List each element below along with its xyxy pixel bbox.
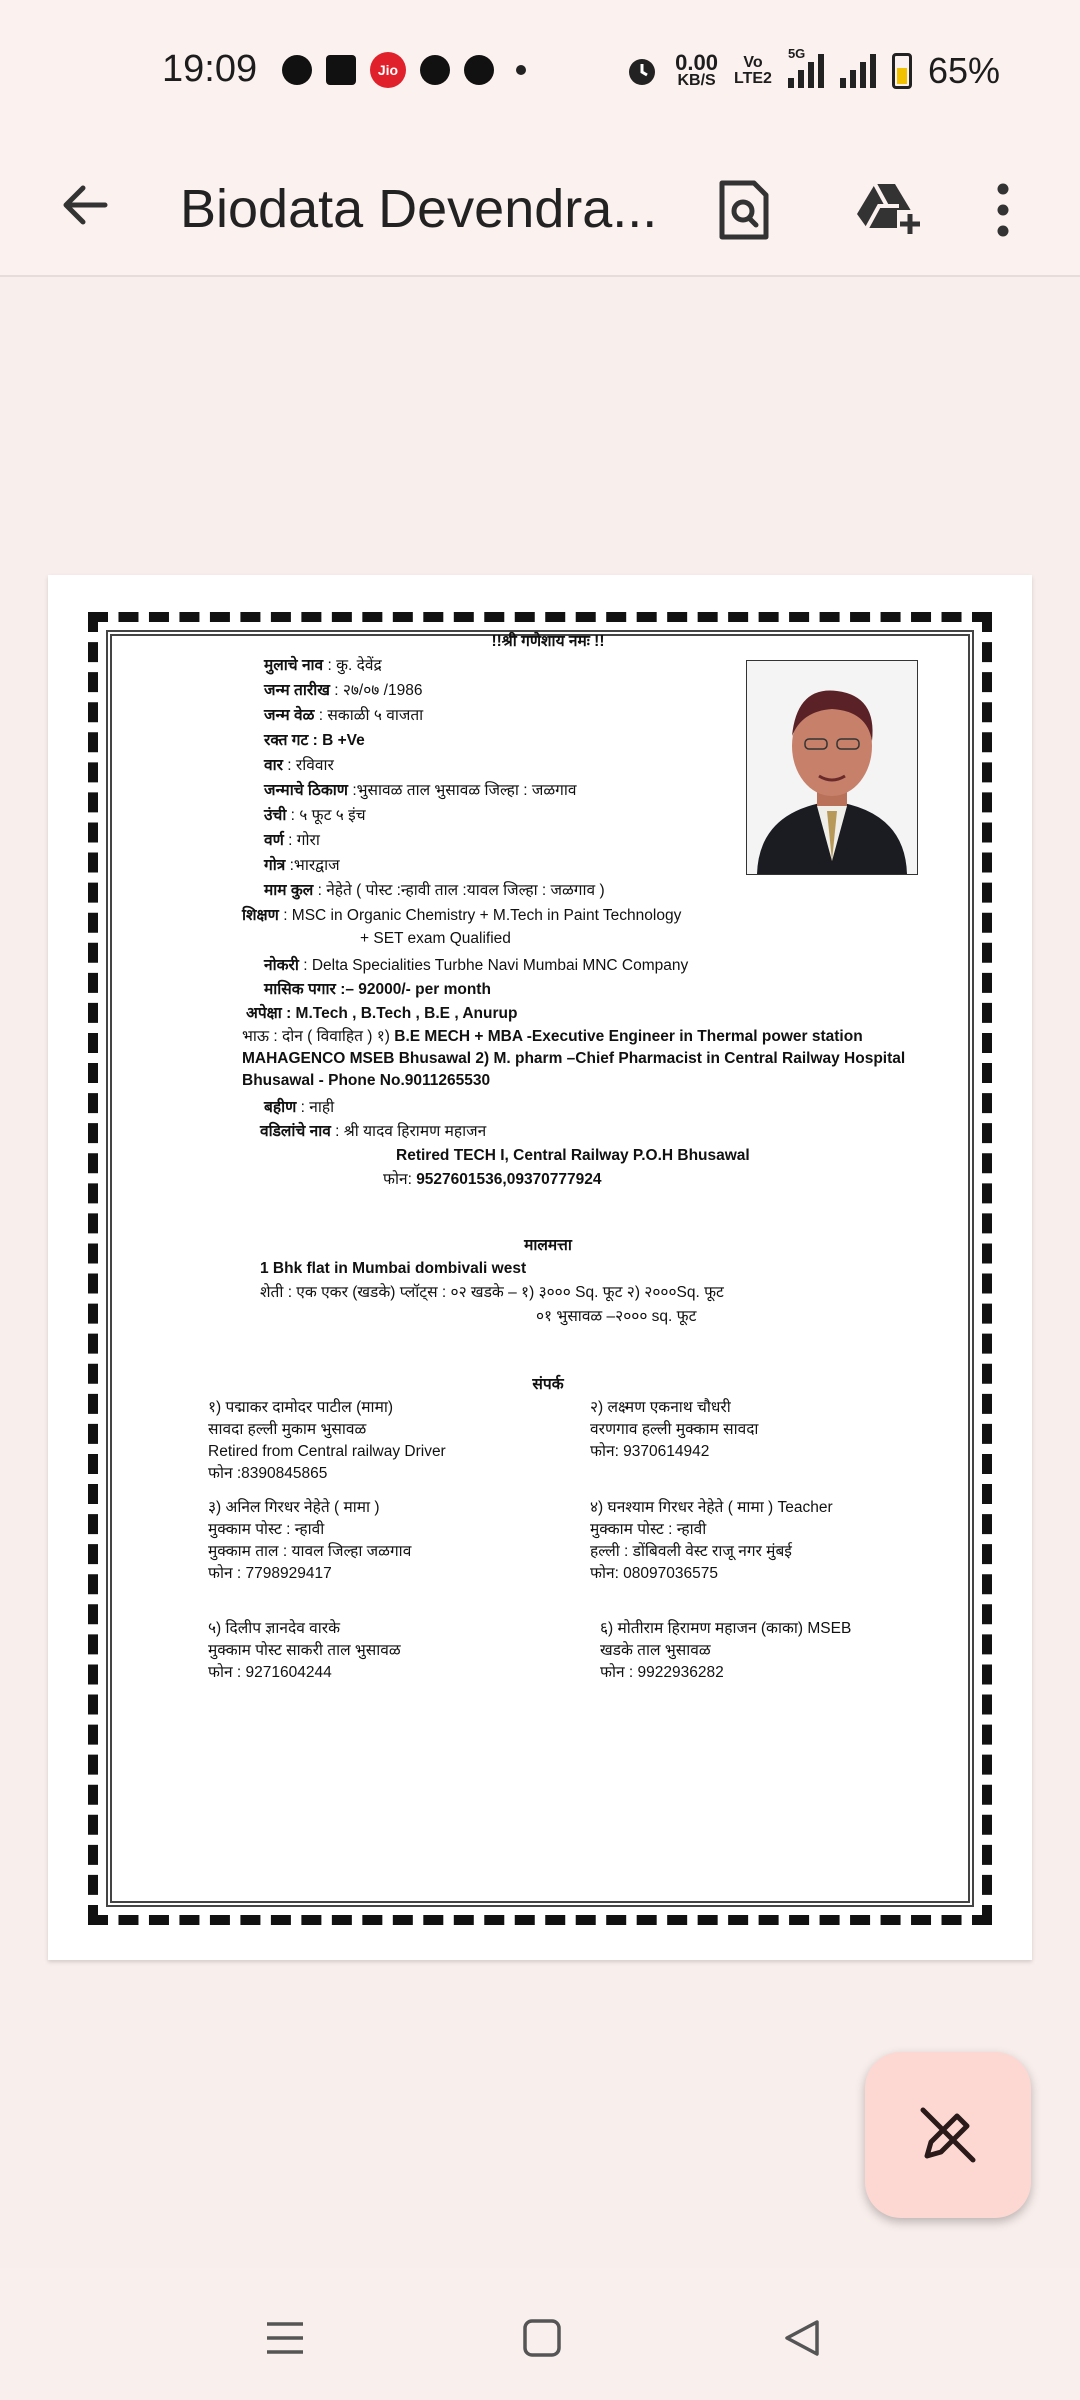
recents-icon (265, 2320, 305, 2356)
property-farm-2: ०१ भुसावळ –२००० sq. फूट (536, 1308, 697, 1325)
contact-line: फोन : 9271604244 (208, 1664, 332, 1681)
contact-card (590, 1397, 990, 1463)
job-label: नोकरी (264, 957, 299, 974)
search-document-button[interactable] (704, 170, 784, 250)
battery-icon (892, 53, 912, 89)
contact-line: वरणगाव हल्ली मुक्काम सावदा (590, 1421, 759, 1438)
status-time: 19:09 (162, 48, 258, 90)
dob-label: जन्म तारीख (264, 682, 330, 699)
lte-label: LTE2 (734, 70, 772, 87)
contact-line: हल्ली : डोंबिवली वेस्ट राजू नगर मुंबई (590, 1543, 792, 1560)
contact-card (208, 1497, 588, 1585)
name-label: मुलाचे नाव (264, 657, 324, 674)
notification-icons (282, 52, 526, 88)
more-vert-icon (996, 183, 1010, 237)
signal-5g-icon (787, 46, 824, 88)
document-search-icon (716, 179, 772, 241)
contact-card (208, 1397, 588, 1485)
mama-kul-value: : नेहेते ( पोस्ट :न्हावी ताल :यावल जिल्हा : जळगाव ) (317, 882, 605, 899)
property-flat: 1 Bhk flat in Mumbai dombivali west (260, 1260, 527, 1277)
contact-line: फोन: 08097036575 (590, 1565, 719, 1582)
doc-heading: !!श्री गणेशाय नमः !! (491, 633, 605, 650)
expectation-value: : M.Tech , B.Tech , B.E , Anurup (286, 1005, 518, 1022)
gotra-label: गोत्र (264, 857, 286, 874)
contact-line: ६) मोतीराम हिरामण महाजन (काका) MSEB (600, 1620, 852, 1637)
sister-value: : नाही (300, 1099, 335, 1116)
contacts-heading: संपर्क (532, 1376, 564, 1393)
contact-card (590, 1497, 990, 1585)
edit-pen-icon (917, 2104, 979, 2166)
mama-kul-label: माम कुल (264, 882, 314, 899)
back-button[interactable] (50, 170, 120, 240)
back-nav-button[interactable] (772, 2308, 832, 2368)
contact-line: ५) दिलीप ज्ञानदेव वारके (208, 1620, 340, 1637)
father-label: वडिलांचे नाव (260, 1123, 331, 1140)
property-heading: मालमत्ता (524, 1237, 572, 1254)
edit-fab-button[interactable] (865, 2052, 1031, 2218)
brother-label: भाऊ : दोन ( विवाहित ) १) (242, 1028, 390, 1045)
system-icons (625, 46, 1000, 92)
net-speed-unit: KB/S (677, 72, 716, 89)
contact-line: Retired from Central railway Driver (208, 1443, 446, 1460)
status-bar (0, 0, 1080, 140)
salary-label: मासिक पगार (264, 981, 336, 998)
father-phone-label: फोन: (383, 1171, 412, 1188)
birth-time-label: जन्म वेळ (264, 707, 315, 724)
father-phone: 9527601536,09370777924 (416, 1171, 602, 1188)
blood-group-value: : B +Ve (312, 732, 365, 749)
net-speed (675, 50, 718, 89)
height-label: उंची (264, 807, 287, 824)
birthplace-value: :भुसावळ ताल भुसावळ जिल्हा : जळगाव (352, 782, 577, 799)
document-page[interactable] (48, 575, 1032, 1960)
education-value-2: + SET exam Qualified (360, 930, 511, 947)
education-label: शिक्षण (242, 907, 279, 924)
network-type: 5G (787, 46, 806, 61)
person-photo-icon (747, 661, 917, 874)
chat-notification-icon (282, 55, 312, 85)
contact-line: मुक्काम पोस्ट : न्हावी (590, 1521, 707, 1538)
expectation-label: अपेक्षा (246, 1005, 282, 1022)
brother-value: B.E MECH + MBA -Executive Engineer in Thermal power station MAHAGENCO MSEB Bhusawal 2) M. pharm –Chief Pharmacist in Central Railway Hospital Bhusawal - Phone No.9011265530 (242, 1028, 906, 1089)
contact-line: फोन: 9370614942 (590, 1443, 710, 1460)
day-label: वार (264, 757, 283, 774)
add-to-drive-button[interactable] (848, 170, 928, 250)
contact-line: सावदा हल्ली मुकाम भुसावळ (208, 1421, 367, 1438)
app-bar (0, 140, 1080, 277)
jio-notification-icon: Jio (370, 52, 406, 88)
contact-line: २) लक्ष्मण एकनाथ चौधरी (590, 1399, 731, 1416)
contact-line: ३) अनिल गिरधर नेहेते ( मामा ) (208, 1499, 380, 1516)
contact-line: फोन :8390845865 (208, 1465, 328, 1482)
contact-line: मुक्काम ताल : यावल जिल्हा जळगाव (208, 1543, 412, 1560)
height-value: : ५ फूट ५ इंच (290, 807, 366, 824)
contact-line: खडके ताल भुसावळ (600, 1642, 711, 1659)
back-triangle-icon (783, 2318, 821, 2358)
profile-photo (746, 660, 918, 875)
drive-add-icon (853, 180, 923, 240)
blood-group-label: रक्त गट (264, 732, 309, 749)
document-title: Biodata Devendra... (180, 179, 658, 239)
signal-icon (840, 54, 876, 88)
contact-line: मुक्काम पोस्ट साकरी ताल भुसावळ (208, 1642, 401, 1659)
more-options-button[interactable] (973, 170, 1033, 250)
father-value: : श्री यादव हिरामण महाजन (335, 1123, 487, 1140)
contact-card (600, 1618, 1000, 1684)
snapchat-notification-icon (464, 55, 494, 85)
more-notifications-icon (516, 65, 526, 75)
arrow-back-icon (59, 179, 111, 231)
whatsapp-notification-icon (420, 55, 450, 85)
school-notification-icon (326, 55, 356, 85)
system-nav-bar (0, 2268, 1080, 2400)
contact-line: मुक्काम पोस्ट : न्हावी (208, 1521, 325, 1538)
contact-line: फोन : 7798929417 (208, 1565, 332, 1582)
birth-time-value: : सकाळी ५ वाजता (318, 707, 424, 724)
gotra-value: :भारद्वाज (289, 857, 340, 874)
battery-percent: 65% (927, 50, 1000, 91)
complexion-label: वर्ण (264, 832, 284, 849)
alarm-icon (625, 54, 659, 88)
complexion-value: : गोरा (288, 832, 320, 849)
volte-icon (734, 55, 772, 87)
sister-label: बहीण (264, 1099, 297, 1116)
contact-line: ४) घनश्याम गिरधर नेहेते ( मामा ) Teacher (590, 1499, 833, 1516)
birthplace-label: जन्माचे ठिकाण (264, 782, 349, 799)
job-value: : Delta Specialities Turbhe Navi Mumbai MNC Company (303, 957, 689, 974)
net-speed-value: 0.00 (675, 50, 718, 75)
contact-line: फोन : 9922936282 (600, 1664, 724, 1681)
property-farm: शेती : एक एकर (खडके) प्लॉट्स : ०२ खडके – १) ३००० Sq. फूट २) २०००Sq. फूट (260, 1284, 724, 1301)
home-button[interactable] (512, 2308, 572, 2368)
contact-card (208, 1618, 588, 1684)
volte-label: Vo (743, 54, 763, 71)
father-job: Retired TECH I, Central Railway P.O.H Bhusawal (396, 1147, 750, 1164)
home-icon (522, 2318, 562, 2358)
recents-button[interactable] (255, 2308, 315, 2368)
education-value: : MSC in Organic Chemistry + M.Tech in Paint Technology (283, 907, 682, 924)
salary-value: :– 92000/- per month (340, 981, 491, 998)
day-value: : रविवार (287, 757, 334, 774)
dob-value: : २७/०७ /1986 (334, 682, 423, 699)
name-value: : कु. देवेंद्र (327, 657, 382, 674)
contact-line: १) पद्माकर दामोदर पाटील (मामा) (208, 1399, 394, 1416)
